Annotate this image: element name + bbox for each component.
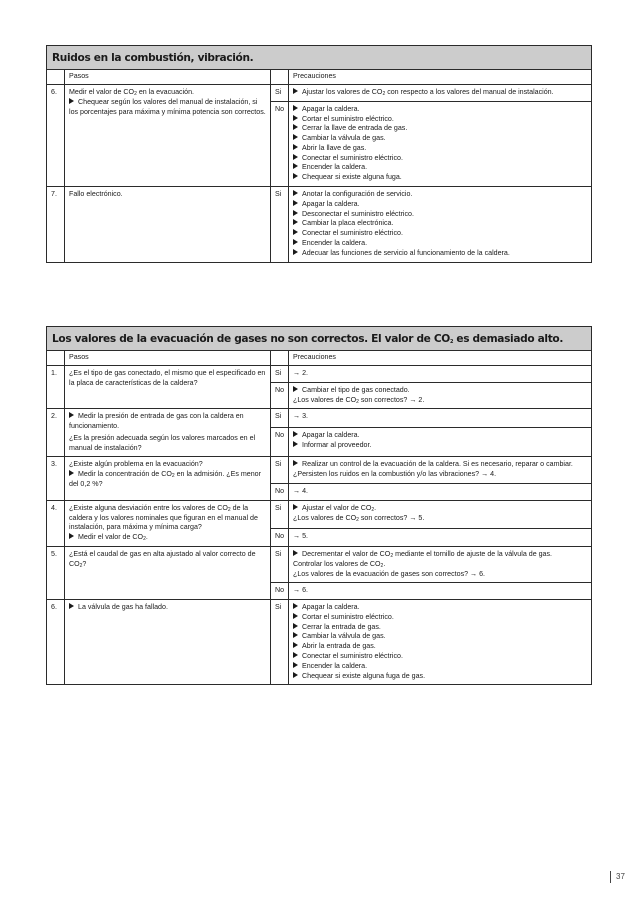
answer-label: No [271,382,289,409]
play-arrow-icon [293,154,298,160]
play-arrow-icon [293,632,298,638]
precaution-cell [289,382,592,409]
line-text: ¿Está el caudal de gas en alta ajustado al valor correcto de $CO_2$? [69,549,256,569]
play-arrow-icon [293,124,298,130]
answer-label: Si [271,546,289,582]
line-text: ¿Es el tipo de gas conectado, el mismo que el especificado en la placa de características de la caldera? [69,369,266,387]
line-text: Chequear si existe alguna fuga de gas. [302,671,426,680]
precaution-line [293,514,587,524]
play-arrow-icon [293,105,298,111]
step-number: 4. [47,500,65,546]
precaution-line [293,386,587,396]
precaution-line [293,88,587,98]
line-text: Cortar el suministro eléctrico. [302,114,394,123]
play-arrow-icon [293,229,298,235]
precaution-cell [289,85,592,102]
precaution-line [293,632,587,642]
table-row [47,600,592,685]
precaution-line [293,200,587,210]
header-steps: Pasos [65,351,271,366]
precaution-line [293,163,587,173]
line-text: Encender la caldera. [302,163,368,172]
step-description [65,457,271,500]
step-line [69,550,266,570]
line-text: Anotar la configuración de servicio. [302,190,413,199]
line-text: ¿Existe algún problema en la evacuación? [69,460,203,469]
line-text: Encender la caldera. [302,661,368,670]
precaution-cell [289,546,592,582]
precaution-line [293,105,587,115]
step-number: 1. [47,366,65,409]
step-line [69,190,266,200]
line-text: ¿Los valores de la evacuación de gases son correctos? → 6. [293,569,486,578]
line-text: Medir la concentración de $CO_2$ en la admisión. ¿Es menor del 0,2 %? [69,470,261,489]
step-line [69,98,266,118]
answer-label: Si [271,457,289,484]
play-arrow-icon [293,613,298,619]
line-text: Ajustar los valores de $CO_2$ con respecto a los valores del manual de instalación. [302,88,554,97]
table-row [47,187,592,262]
precaution-line [293,396,587,406]
precaution-line [293,623,587,633]
step-line [69,470,266,490]
answer-label: Si [271,85,289,102]
precaution-line [293,487,587,497]
line-text: Controlar los valores de $CO_2$. [293,559,386,569]
precaution-line [293,210,587,220]
step-number: 7. [47,187,65,262]
play-arrow-icon [69,603,74,609]
play-arrow-icon [293,200,298,206]
line-text: Cerrar la llave de entrada de gas. [302,124,408,133]
step-line [69,88,266,98]
precaution-cell [289,409,592,428]
step-number: 2. [47,409,65,457]
line-text: → 6. [293,586,308,595]
precaution-cell [289,457,592,484]
play-arrow-icon [293,431,298,437]
line-text: Cortar el suministro eléctrico. [302,612,394,621]
line-text: Cambiar la válvula de gas. [302,632,386,641]
precaution-line [293,239,587,249]
answer-label: No [271,529,289,547]
play-arrow-icon [293,550,298,556]
play-arrow-icon [293,190,298,196]
step-line [69,504,266,533]
precaution-line [293,124,587,134]
line-text: Fallo electrónico. [69,190,123,199]
table-row [47,500,592,528]
line-text: Chequear según los valores del manual de instalación, si los porcentajes para máxima y mínima potencia son correctos. [69,97,266,116]
answer-label: No [271,427,289,457]
table-flue-gas-co2-high [46,326,592,685]
play-arrow-icon [69,412,74,418]
step-line [69,369,266,389]
line-text: Medir el valor de $CO_2$. [78,533,148,543]
line-text: Abrir la llave de gas. [302,143,367,152]
play-arrow-icon [293,210,298,216]
precaution-line [293,412,587,422]
line-text: Decrementar el valor de $CO_2$ mediante el tornillo de ajuste de la válvula de gas. [302,549,553,559]
line-text: Apagar la caldera. [302,199,360,208]
line-text: → 5. [293,532,308,541]
precaution-line [293,652,587,662]
step-number: 6. [47,85,65,187]
line-text: Informar al proveedor. [302,440,372,449]
play-arrow-icon [293,249,298,255]
answer-label: Si [271,409,289,428]
header-blank [271,70,289,85]
play-arrow-icon [293,144,298,150]
precaution-line [293,431,587,441]
precaution-line [293,470,587,480]
line-text: Encender la caldera. [302,238,368,247]
step-number: 5. [47,546,65,599]
answer-label: Si [271,366,289,383]
precaution-line [293,154,587,164]
step-line [69,603,266,613]
answer-label: Si [271,187,289,262]
precaution-cell [289,600,592,685]
precaution-line [293,460,587,470]
play-arrow-icon [293,239,298,245]
header-blank [47,351,65,366]
precaution-line [293,662,587,672]
precaution-cell [289,427,592,457]
answer-label: Si [271,500,289,528]
precaution-line [293,229,587,239]
precaution-line [293,144,587,154]
precaution-line [293,570,587,580]
step-line [69,412,266,432]
line-text: ¿Es la presión adecuada según los valores marcados en el manual de instalación? [69,433,256,452]
precaution-line [293,613,587,623]
precaution-cell [289,101,592,186]
play-arrow-icon [293,504,298,510]
line-text: Conectar el suministro eléctrico. [302,229,403,238]
line-text: ¿Existe alguna desviación entre los valores de $CO_2$ de la caldera y los valores nominales que figuran en el manual de instalación, para máxima y mínima carga? [69,503,258,532]
line-text: Cambiar el tipo de gas conectado. [302,385,410,394]
line-text: Medir el valor de $CO_2$ en la evacuación. [69,88,195,97]
answer-label: Si [271,600,289,685]
play-arrow-icon [293,173,298,179]
step-description [65,85,271,187]
precaution-line [293,134,587,144]
step-description [65,409,271,457]
play-arrow-icon [293,88,298,94]
play-arrow-icon [293,642,298,648]
line-text: Ajustar el valor de $CO_2$. [302,503,377,513]
header-blank [271,351,289,366]
line-text: ¿Los valores de $CO_2$ son correctos? → 2. [293,395,425,405]
page-number: 37 [610,871,625,883]
play-arrow-icon [293,662,298,668]
precaution-line [293,672,587,682]
line-text: → 4. [293,487,308,496]
line-text: Medir la presión de entrada de gas con la caldera en funcionamiento. [69,412,244,431]
line-text: Desconectar el suministro eléctrico. [302,209,414,218]
precaution-line [293,219,587,229]
table-row [47,366,592,383]
line-text: ¿Los valores de $CO_2$ son correctos? → 5. [293,513,425,523]
precaution-line [293,586,587,596]
precaution-line [293,369,587,379]
header-precautions: Precauciones [289,70,592,85]
precaution-line [293,603,587,613]
answer-label: No [271,101,289,186]
step-description [65,187,271,262]
step-line [69,533,266,543]
table-title: Los valores de la evacuación de gases no son correctos. El valor de $CO_2$ es demasiado alto. [47,327,592,351]
step-line [69,460,266,470]
table-row [47,457,592,484]
line-text: Apagar la caldera. [302,104,360,113]
play-arrow-icon [293,219,298,225]
play-arrow-icon [293,163,298,169]
precaution-line [293,173,587,183]
table-combustion-noise [46,45,592,263]
play-arrow-icon [293,603,298,609]
play-arrow-icon [293,652,298,658]
step-description [65,366,271,409]
line-text: Cambiar la placa electrónica. [302,219,394,228]
precaution-cell [289,366,592,383]
table-row [47,546,592,582]
line-text: Chequear si existe alguna fuga. [302,173,402,182]
table-row [47,85,592,102]
precaution-line [293,115,587,125]
table-title: Ruidos en la combustión, vibración. [47,46,592,70]
line-text: Cambiar la válvula de gas. [302,134,386,143]
play-arrow-icon [293,115,298,121]
precaution-line [293,560,587,570]
line-text: Conectar el suministro eléctrico. [302,153,403,162]
precaution-line [293,504,587,514]
play-arrow-icon [69,98,74,104]
precaution-line [293,532,587,542]
line-text: → 2. [293,369,308,377]
precaution-line [293,642,587,652]
table-row [47,409,592,428]
header-blank [47,70,65,85]
precaution-cell [289,529,592,547]
play-arrow-icon [69,470,74,476]
header-precautions: Precauciones [289,351,592,366]
step-description [65,546,271,599]
precaution-line [293,190,587,200]
line-text: Cerrar la entrada de gas. [302,622,381,631]
line-text: Conectar el suministro eléctrico. [302,651,403,660]
play-arrow-icon [293,623,298,629]
play-arrow-icon [69,533,74,539]
play-arrow-icon [293,672,298,678]
line-text: Adecuar las funciones de servicio al funcionamiento de la caldera. [302,248,510,257]
precaution-cell [289,187,592,262]
play-arrow-icon [293,386,298,392]
header-steps: Pasos [65,70,271,85]
precaution-cell [289,484,592,501]
precaution-line [293,249,587,259]
step-description [65,500,271,546]
step-line [69,434,266,454]
line-text: → 3. [293,412,308,421]
line-text: Apagar la caldera. [302,603,360,612]
line-text: Realizar un control de la evacuación de la caldera. Si es necesario, reparar o cambiar. [302,460,573,469]
play-arrow-icon [293,134,298,140]
step-number: 3. [47,457,65,500]
line-text: ¿Persisten los ruidos en la combustión y/o las vibraciones? → 4. [293,470,497,479]
precaution-cell [289,500,592,528]
line-text: Apagar la caldera. [302,430,360,439]
line-text: Abrir la entrada de gas. [302,642,376,651]
precaution-line [293,441,587,451]
precaution-cell [289,583,592,600]
step-number: 6. [47,600,65,685]
answer-label: No [271,484,289,501]
precaution-line [293,550,587,560]
answer-label: No [271,583,289,600]
play-arrow-icon [293,441,298,447]
step-description [65,600,271,685]
line-text: La válvula de gas ha fallado. [78,603,168,612]
play-arrow-icon [293,460,298,466]
